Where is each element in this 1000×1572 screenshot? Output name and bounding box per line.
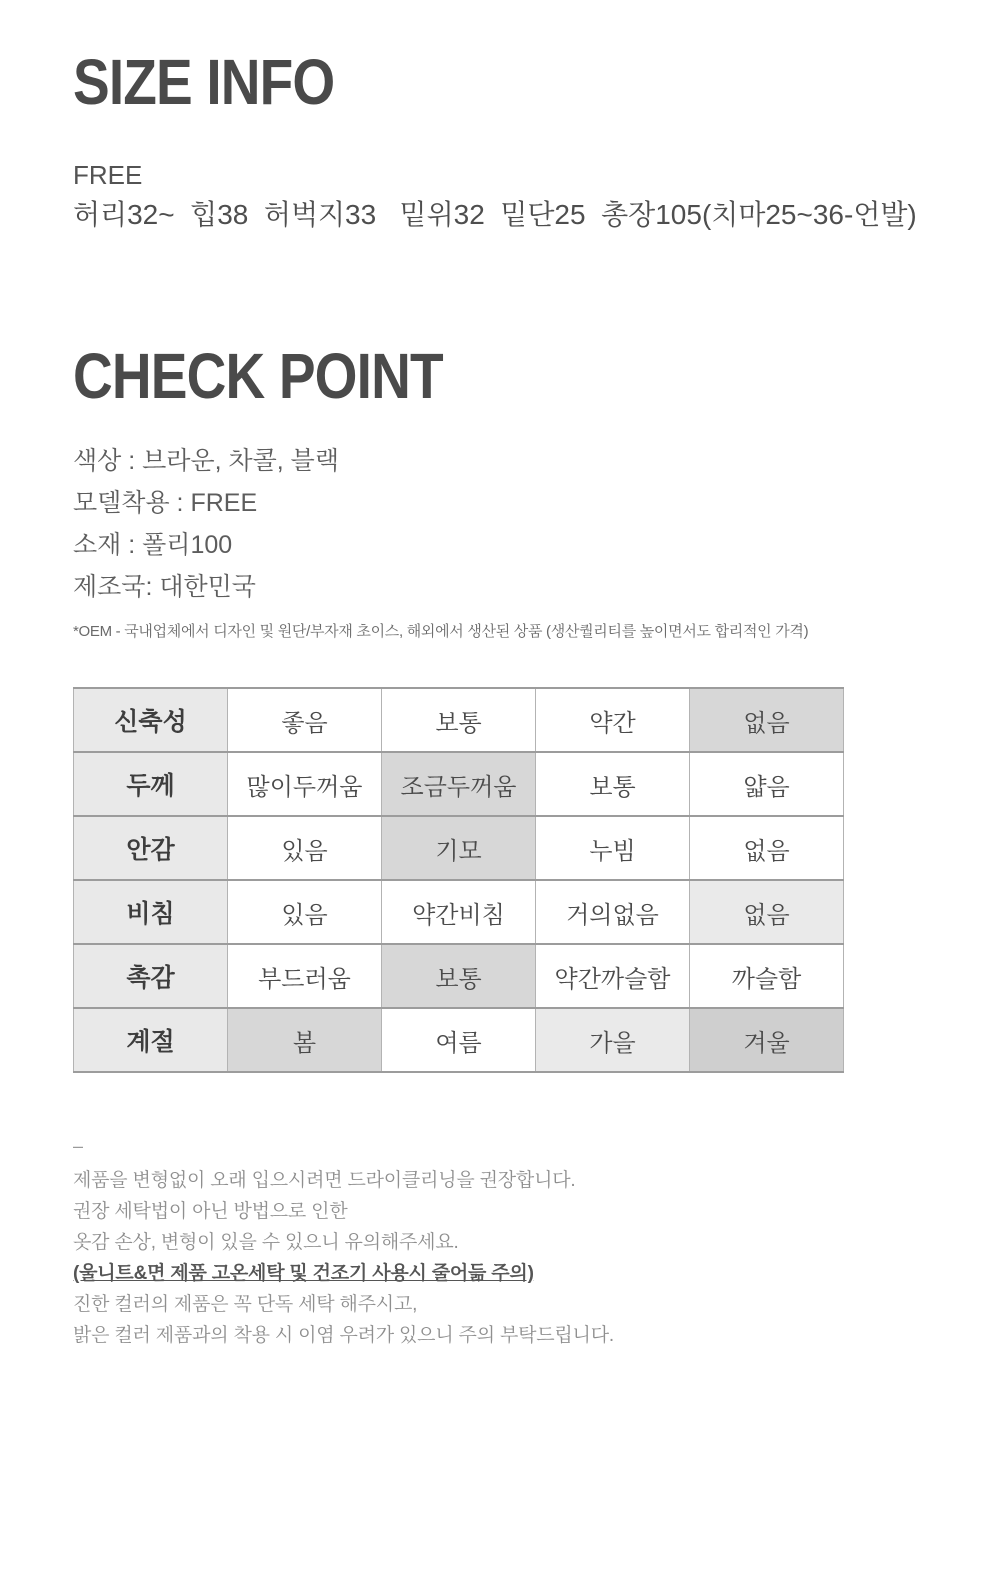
check-point-title: CHECK POINT [73,340,443,413]
table-row [74,880,844,944]
attribute-table [73,687,844,1073]
option-cell: 약간까슬함 [536,944,690,1008]
care-line: 옷감 손상, 변형이 있을 수 있으니 유의해주세요. [73,1232,459,1254]
product-detail-list [73,440,940,608]
product-detail-line: 모델착용 : FREE [73,489,258,518]
attribute-table-body [74,688,844,1072]
option-cell-selected: 없음 [690,880,844,944]
product-detail-line: 소재 : 폴리100 [73,531,233,560]
option-cell: 보통 [536,752,690,816]
option-cell: 있음 [228,880,382,944]
option-cell: 까슬함 [690,944,844,1008]
option-cell: 거의없음 [536,880,690,944]
size-label: FREE [73,160,143,190]
care-line-warning: (울니트&면 제품 고온세탁 및 건조기 사용시 줄어듦 주의) [73,1263,534,1285]
option-cell: 있음 [228,816,382,880]
option-cell: 많이두꺼움 [228,752,382,816]
table-row [74,944,844,1008]
option-cell: 약간 [536,688,690,752]
option-cell-selected: 기모 [382,816,536,880]
size-info-title: SIZE INFO [73,46,335,118]
option-cell: 보통 [382,688,536,752]
product-detail-line: 제조국: 대한민국 [73,573,256,602]
product-detail-line: 색상 : 브라운, 차콜, 블랙 [73,447,339,476]
care-instructions [73,1137,940,1351]
table-row [74,816,844,880]
row-header-cell: 신축성 [74,688,228,752]
row-header-cell: 촉감 [74,944,228,1008]
option-cell-selected: 겨울 [690,1008,844,1072]
option-cell-selected: 없음 [690,688,844,752]
care-divider-dash: – [73,1136,84,1157]
table-row [74,752,844,816]
option-cell: 없음 [690,816,844,880]
care-line: 진한 컬러의 제품은 꼭 단독 세탁 해주시고, [73,1294,418,1316]
option-cell: 부드러움 [228,944,382,1008]
size-measurements: 허리32~ 힙38 허벅지33 밑위32 밑단25 총장105(치마25~36-언발) [73,199,917,231]
oem-note: *OEM - 국내업체에서 디자인 및 원단/부자재 초이스, 해외에서 생산된 상품 (생산퀄리티를 높이면서도 합리적인 가격) [73,623,809,641]
table-row [74,688,844,752]
care-line: 밝은 컬러 제품과의 착용 시 이염 우려가 있으니 주의 부탁드립니다. [73,1325,614,1347]
option-cell: 좋음 [228,688,382,752]
care-lines [73,1165,940,1351]
row-header-cell: 두께 [74,752,228,816]
care-line: 권장 세탁법이 아닌 방법으로 인한 [73,1201,348,1223]
option-cell: 여름 [382,1008,536,1072]
option-cell-selected: 조금두꺼움 [382,752,536,816]
row-header-cell: 안감 [74,816,228,880]
option-cell-selected: 보통 [382,944,536,1008]
option-cell: 얇음 [690,752,844,816]
option-cell-selected: 봄 [228,1008,382,1072]
row-header-cell: 계절 [74,1008,228,1072]
care-line: 제품을 변형없이 오래 입으시려면 드라이클리닝을 권장합니다. [73,1170,576,1192]
option-cell-selected: 가을 [536,1008,690,1072]
table-row [74,1008,844,1072]
row-header-cell: 비침 [74,880,228,944]
option-cell: 약간비침 [382,880,536,944]
option-cell: 누빔 [536,816,690,880]
